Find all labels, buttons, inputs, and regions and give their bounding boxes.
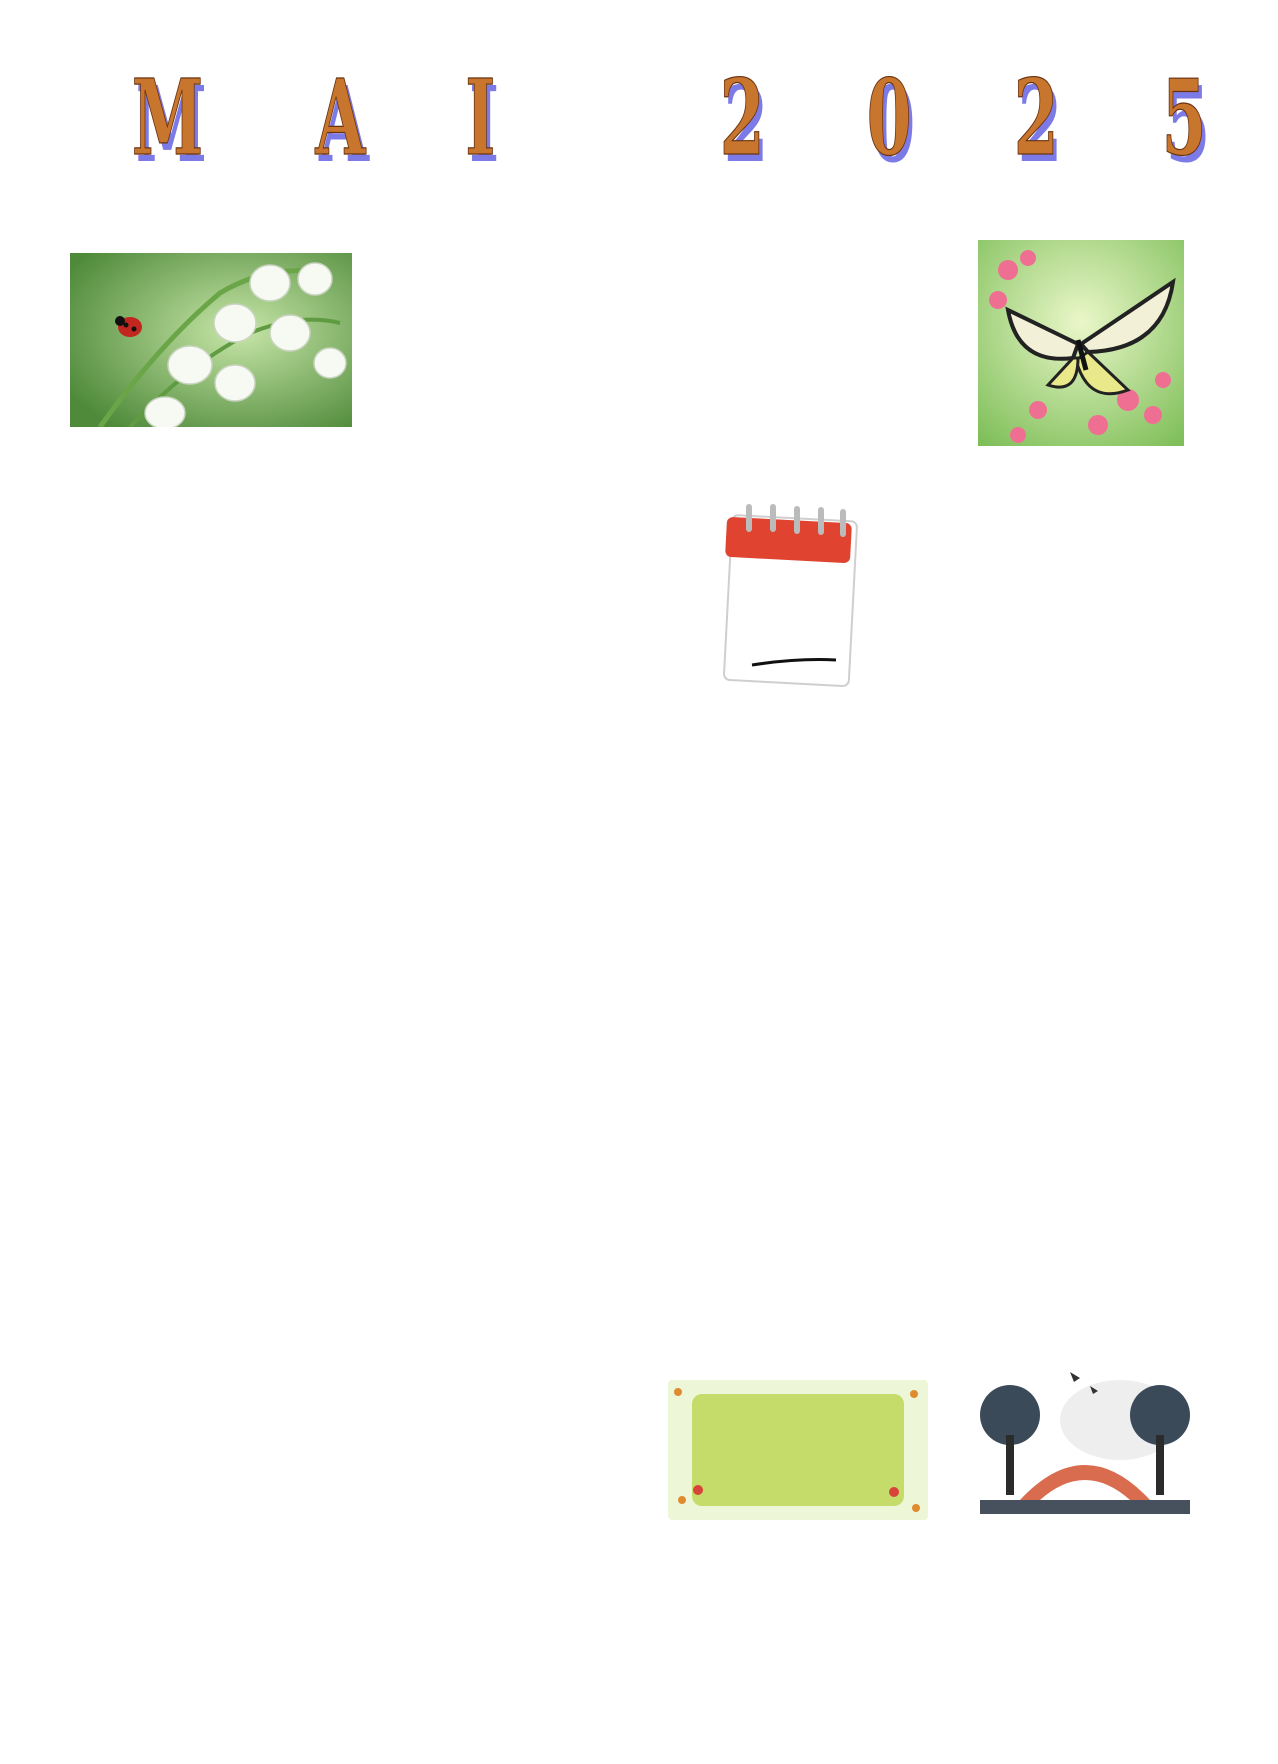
day-cell [58,1040,358,1310]
day-cell [938,760,1226,1040]
bridge-illustration [970,1360,1200,1530]
title-letter: A [315,56,366,179]
day-cell [658,1040,938,1310]
menu-grid [58,220,1226,1650]
title-letter: 2 [1014,56,1060,179]
day-cell [58,1310,358,1592]
title-letter: 5 [1161,56,1207,179]
holiday-cell [658,460,938,760]
cell-decoration-butterfly [938,220,1226,460]
day-cell [58,760,358,1040]
title-letter: 2 [719,56,765,179]
day-cell [358,460,658,760]
slogan-banner [668,1380,928,1520]
cell-decoration-slogan [658,1310,938,1592]
day-cell [938,460,1226,760]
holiday-calendar-icon [718,500,878,690]
day-cell [358,1310,658,1592]
day-cell [358,760,658,1040]
title-letter: M [131,56,204,179]
lily-of-the-valley-image [70,253,352,427]
cell-decoration-flowers [58,220,358,460]
day-cell [358,1040,658,1310]
cell-decoration-bridge [938,1310,1226,1592]
cell-empty [358,220,658,460]
title-letter: 0 [866,56,912,179]
day-cell [938,1040,1226,1310]
day-cell [658,760,938,1040]
page-title [110,56,1220,179]
cell-empty [658,220,938,460]
butterfly-image [978,240,1184,446]
title-letter: I [464,56,495,179]
day-cell [58,460,358,760]
